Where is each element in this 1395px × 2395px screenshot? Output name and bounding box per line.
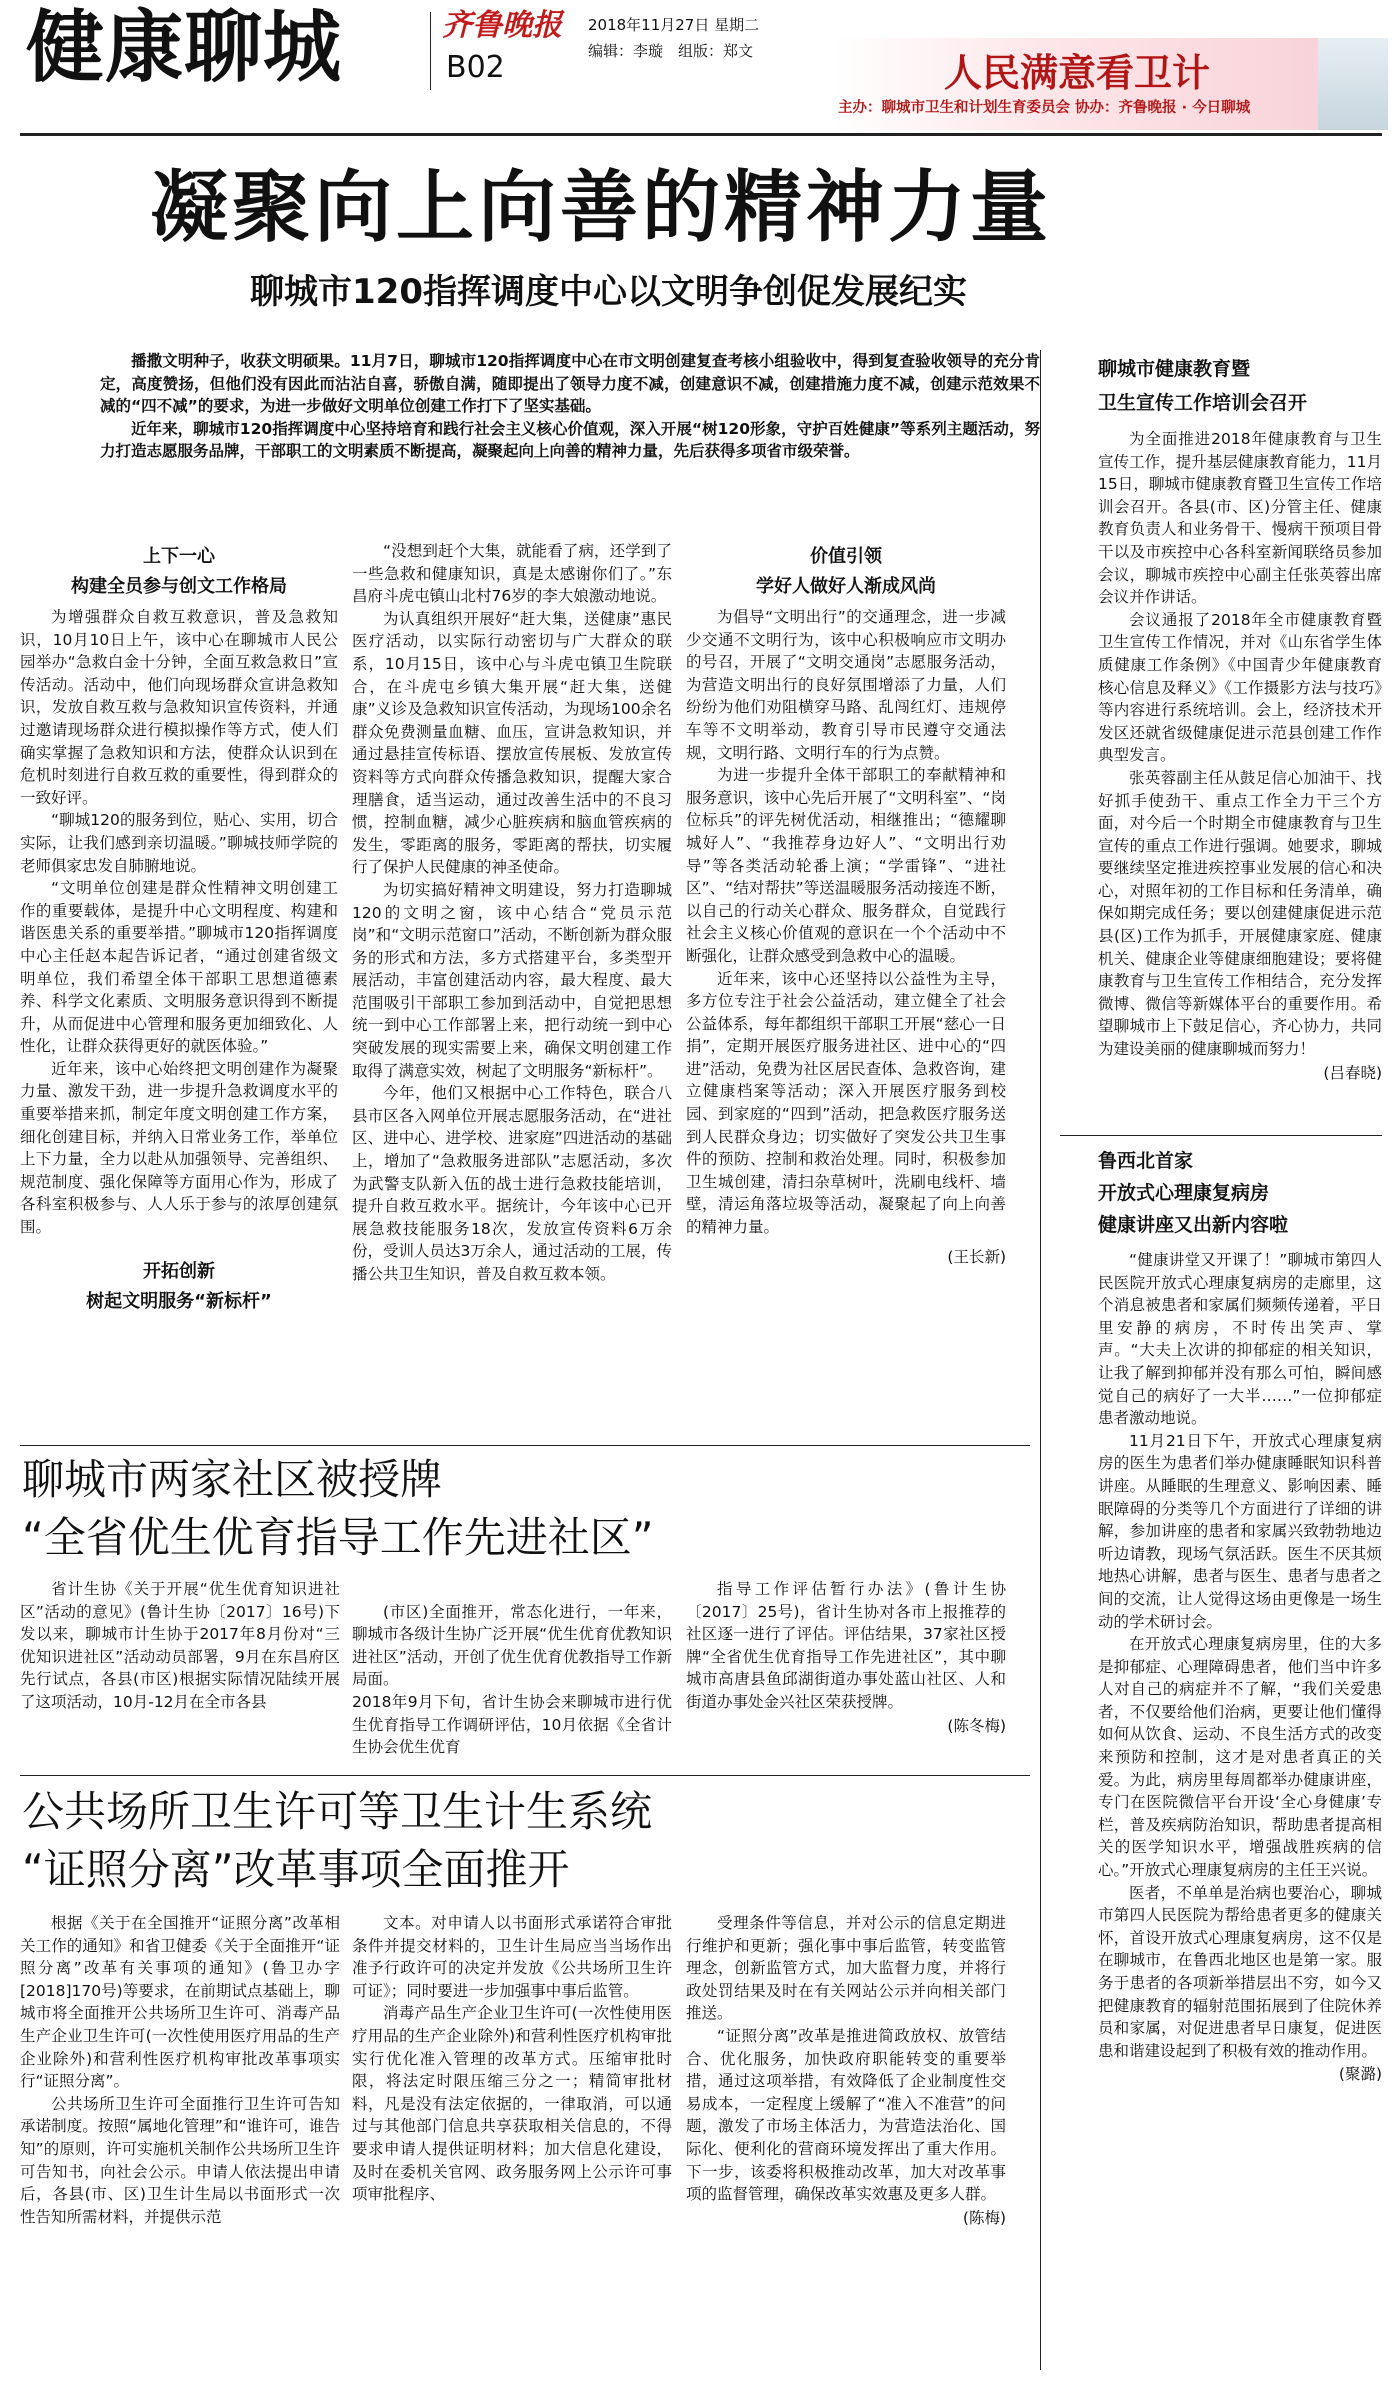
paragraph: 为认真组织开展好“赶大集，送健康”惠民医疗活动，以实际行动密切与广大群众的联系，10月15日，该中心与斗虎屯镇卫生院联合，在斗虎屯乡镇大集开展“赶大集，送健康”义诊及急救知识宣传活动，为现场100余名群众免费测量血糖、血压，宣讲急救知识，并通过悬挂宣传标语、摆放宣传展板、发放宣传资料等方式向群众传播急救知识，提醒大家合理膳食，适当运动，通过改善生活中的不良习惯，控制血糖，减少心脏疾病和脑血管疾病的发生，零距离的服务，零距离的帮扶，切实履行了保护人民健康的神圣使命。 [352, 609, 672, 877]
author-signature: (聚潞) [1338, 2065, 1382, 2084]
paragraph: 消毒产品生产企业卫生许可(一次性使用医疗用品的生产企业除外)和营利性医疗机构审批实行优化准入管理的改革方式。压缩审批时限，将法定时限压缩三分之一；精简审批材料，凡是没有法定依据的，一律取消，可以通过与其他部门信息共享获取相关信息的，不得要求申请人提供证明材料；加大信息化建设，及时在委机关官网、政务服务网上公示许可事项审批程序、 [352, 2004, 672, 2204]
article3-column-3 [686, 1912, 1006, 2382]
article3-headline-1: 公共场所卫生许可等卫生计生系统 [22, 1787, 653, 1836]
article3-column-1 [20, 1912, 340, 2382]
nurse-photo [1318, 38, 1388, 130]
lead-section-1-title-b: 构建全员参与创文工作格局 [71, 576, 287, 597]
page-number: B02 [446, 50, 505, 85]
author-signature: (吕春晓) [1323, 1063, 1382, 1082]
author-signature: (陈梅) [962, 2208, 1006, 2227]
paragraph: “聊城120的服务到位，贴心、实用，切合实际，让我们感到亲切温暖。”聊城技师学院的老师俱家忠发自肺腑地说。 [20, 811, 338, 875]
banner [832, 38, 1388, 130]
article3-headline-2: “证照分离”改革事项全面推开 [22, 1845, 570, 1894]
paragraph: 根据《关于在全国推开“证照分离”改革相关工作的通知》和省卫健委《关于全面推开“证照分离”改革有关事项的通知》(鲁卫办字[2018]170号)等要求，在前期试点基础上，聊城市将全面推开公共场所卫生许可、消毒产品生产企业卫生许可(一次性使用医疗用品的生产企业除外)和营利性医疗机构审批改革事项实行“证照分离”。 [20, 1914, 340, 2091]
article-rule [20, 1775, 1030, 1776]
lead-section-1-title-a: 上下一心 [143, 546, 215, 567]
lead-intro-paragraph: 近年来，聊城市120指挥调度中心坚持培育和践行社会主义核心价值观，深入开展“树120形象，守护百姓健康”等系列主题活动，努力打造志愿服务品牌，干部职工的文明素质不断提高，凝聚起向上向善的精神力量，先后获得多项省市级荣誉。 [100, 419, 1040, 461]
paragraph: 为切实搞好精神文明建设，努力打造聊城120的文明之窗，该中心结合“党员示范岗”和“文明示范窗口”活动，不断创新为群众服务的形式和方法，多方式搭建平台，多类型开展活动，丰富创建活动内容，最大程度、最大范围吸引干部职工参加到活动中，自觉把思想统一到中心工作部署上来，把行动统一到中心突破发展的现实需要上来，确保文明创建工作取得了满意实效，树起了文明服务“新标杆”。 [352, 880, 672, 1080]
paragraph: “健康讲堂又开课了！”聊城市第四人民医院开放式心理康复病房的走廊里，这个消息被患者和家属们频频传递着，平日里安静的病房，不时传出笑声、掌声。“大夫上次讲的抑郁症的相关知识，让我了解到抑郁并没有那么可怕，瞬间感觉自己的病好了一大半……”一位抑郁症患者激动地说。 [1098, 1251, 1382, 1428]
paragraph: 省计生协《关于开展“优生优育知识进社区”活动的意见》(鲁计生协〔2017〕16号)下发以来，聊城市计生协于2017年8月份对“三优知识进社区”活动动员部署，9月在东昌府区先行试点，各县(市区)根据实际情况陆续开展了这项活动，10月-12月在全市各县 [20, 1580, 340, 1711]
paragraph: “证照分离”改革是推进简政放权、放管结合、优化服务，加快政府职能转变的重要举措，通过这项举措，有效降低了企业制度性交易成本，一定程度上缓解了“准入不准营”的问题，激发了市场主体活力，为营造法治化、国际化、便利化的营商环境发挥出了重大作用。下一步，该委将积极推动改革，加大对改革事项的监督管理，确保改革实效惠及更多人群。 [686, 2026, 1006, 2204]
paragraph: 受理条件等信息，并对公示的信息定期进行维护和更新；强化事中事后监管，转变监管理念，创新监管方式，加大监督力度，并将行政处罚结果及时在有关网站公示并向相关部门推送。 [686, 1914, 1006, 2023]
sidebar-2-title-b: 开放式心理康复病房 [1098, 1182, 1270, 1204]
article3-column-2 [352, 1912, 672, 2382]
lead-column-1 [20, 538, 338, 1438]
paragraph: 指导工作评估暂行办法》(鲁计生协〔2017〕25号)，省计生协对各市上报推荐的社区逐一进行了评估。评估结果，37家社区授牌“全省优生优育指导工作先进社区”，其中聊城市高唐县鱼邱湖街道办事处蓝山社区、人和街道办事处金兴社区荣获授牌。 [686, 1580, 1006, 1711]
sidebar-article-2 [1098, 1145, 1382, 2385]
author-signature: (陈冬梅) [947, 1716, 1006, 1735]
lead-column-3 [686, 538, 1006, 1438]
paragraph: “没想到赶个大集，就能看了病，还学到了一些急救和健康知识，真是太感谢你们了。”东昌府斗虎屯镇山北村76岁的李大娘激动地说。 [352, 542, 672, 606]
paragraph: 医者，不单单是治病也要治心，聊城市第四人民医院为帮给患者更多的健康关怀，首设开放式心理康复病房，这不仅是在聊城市，在鲁西北地区也是第一家。服务于患者的各项新举措层出不穷，如今又把健康教育的辐射范围拓展到了住院休养员和家属，对促进患者早日康复，促进医患和谐建设起到了积极有效的推动作用。 [1098, 1883, 1382, 2060]
paragraph: 近年来，该中心还坚持以公益性为主导，多方位专注于社会公益活动，建立健全了社会公益体系，每年都组织干部职工开展“慈心一日捐”，定期开展医疗服务进社区、进中心的“四进”活动，免费为社区居民查体、急救咨询，建立健康档案等活动；深入开展医疗服务到校园、到家庭的“四到”活动，把急救医疗服务送到人民群众身边；切实做好了突发公共卫生事件的预防、控制和救治处理。同时，积极参加卫生城创建，清扫杂草树叶，洗刷电线杆、墙壁，清运角落垃圾等活动，凝聚起了向上向善的精神力量。 [686, 969, 1006, 1237]
sidebar-2-title-a: 鲁西北首家 [1098, 1150, 1194, 1172]
sidebar-2-title-c: 健康讲座又出新内容啦 [1098, 1214, 1289, 1236]
article2-headline-2: “全省优生优育指导工作先进社区” [22, 1513, 654, 1562]
paragraph: 为倡导“文明出行”的交通理念，进一步减少交通不文明行为，该中心积极响应市文明办的号召，开展了“文明交通岗”志愿服务活动，为营造文明出行的良好氛围增添了力量，人们纷纷为他们劝阻横穿马路、乱闯红灯、违规停车等不文明举动，教育引导市民遵守交通法规，文明行路、文明行车的行为点赞。 [686, 608, 1006, 762]
paragraph: 公共场所卫生许可全面推行卫生许可告知承诺制度。按照“属地化管理”和“谁许可，谁告知”的原则，许可实施机关制作公共场所卫生许可告知书，向社会公示。申请人依法提出申请后，各县(市、区)卫生计生局以书面形式一次性告知所需材料，并提供示范 [20, 2094, 340, 2226]
article2-column-2 [352, 1578, 672, 1768]
column-divider [1040, 350, 1041, 2370]
masthead-rule [20, 133, 1382, 136]
paragraph: 近年来，该中心始终把文明创建作为凝聚力量、激发干劲，进一步提升急救调度水平的重要举措来抓，制定年度文明创建工作方案，细化创建目标，并纳入日常业务工作，举单位上下力量，全力以赴从加强领导、完善组织、规范制度、强化保障等方面用心作为，形成了各科室积极参与、人人乐于参与的浓厚创建氛围。 [20, 1059, 338, 1237]
paragraph: (市区)全面推开，常态化进行，一年来，聊城市各级计生协广泛开展“优生优育优教知识进社区”活动，开创了优生优育优教指导工作新局面。 2018年9月下旬，省计生协会来聊城市进行优生优育指导工作调研评估，10月依据《全省计生协会优生优育 [352, 1602, 672, 1757]
lead-column-2 [352, 540, 672, 1440]
paragraph: 11月21日下午，开放式心理康复病房的医生为患者们举办健康睡眠知识科普讲座。从睡眠的生理意义、影响因素、睡眠障碍的分类等几个方面进行了详细的讲解，参加讲座的患者和家属兴致勃勃地边听边请教，现场气氛活跃。医生不厌其烦地热心讲解，患者与医生、患者与患者之间的交流，让人觉得这场由更像是一场生动的学术研讨会。 [1098, 1431, 1382, 1631]
sidebar-1-title-a: 聊城市健康教育暨 [1098, 358, 1251, 380]
editor-credit: 编辑：李璇 组版：郑文 [588, 42, 754, 60]
paragraph: “文明单位创建是群众性精神文明创建工作的重要载体，是提升中心文明程度、构建和谐医患关系的重要举措。”聊城市120指挥调度中心主任赵本起告诉记者，“通过创建省级文明单位，我们希望全体干部职工思想道德素养、科学文化素质、文明服务意识得到不断提升，从而促进中心管理和服务更加细致化、人性化，让群众获得更好的就医体验。” [20, 879, 338, 1056]
masthead-divider [430, 12, 431, 90]
paragraph: 会议通报了2018年全市健康教育暨卫生宣传工作情况，并对《山东省学生体质健康工作条例》《中国青少年健康教育核心信息及释义》《工作摄影方法与技巧》等内容进行系统培训。会上，经济技术开发区还就省级健康促进示范县创建工作作典型发言。 [1098, 610, 1382, 765]
lead-headline: 凝聚向上向善的精神力量 [150, 163, 1053, 253]
issue-date: 2018年11月27日 星期二 [588, 16, 760, 34]
section-title: 健康聊城 [26, 2, 343, 93]
paragraph: 今年，他们又根据中心工作特色，联合八县市区各入网单位开展志愿服务活动，在“进社区、进中心、进学校、进家庭”四进活动的基础上，增加了“急救服务进部队”志愿活动，多次为武警支队新入伍的战士进行急救技能培训，提升自救互救水平。据统计，今年该中心已开展急救技能服务18次，发放宣传资料6万余份，受训人员达3万余人，通过活动的工展，传播公共卫生知识，普及自救互救本领。 [352, 1084, 672, 1283]
sidebar-1-title-b: 卫生宣传工作培训会召开 [1098, 392, 1308, 414]
author-signature: (王长新) [947, 1247, 1006, 1266]
newspaper-logo: 齐鲁晚报 [442, 8, 562, 43]
paragraph: 张英蓉副主任从鼓足信心加油干、找好抓手使劲干、重点工作全力干三个方面，对今后一个时期全市健康教育与卫生宣传的重点工作进行强调。她要求，聊城要继续坚定推进疾控事业发展的信心和决心，对照年初的工作目标和任务清单，确保如期完成任务；要以创建健康促进示范县(区)工作为抓手，开展健康家庭、健康机关、健康企业等健康细胞建设；要将健康教育与卫生宣传工作相结合，充分发挥微博、微信等新媒体平台的重要作用。希望聊城市上下鼓足信心，齐心协力，共同为建设美丽的健康聊城而努力！ [1098, 768, 1382, 1059]
article2-column-1 [20, 1578, 340, 1768]
article2-column-3 [686, 1578, 1006, 1768]
lead-intro [100, 350, 1040, 463]
paragraph: 为进一步提升全体干部职工的奉献精神和服务意识，该中心先后开展了“文明科室”、“岗位标兵”的评先树优活动，相继推出；“德耀聊城好人”、“我推荐身边好人”、“文明出行劝导”等各类活动轮番上演；“学雷锋”、“进社区”、“结对帮扶”等送温暖服务活动接连不断，以自己的行动关心群众、服务群众，自觉践行社会主义核心价值观的意识在一个个活动中不断强化，让群众感受到急救中心的温暖。 [686, 766, 1006, 965]
lead-subheadline: 聊城市120指挥调度中心以文明争创促发展纪实 [250, 272, 967, 312]
paragraph: 在开放式心理康复病房里，住的大多是抑郁症、心理障碍患者，他们当中许多人对自己的病症并不了解，“我们关爱患者，不仅要给他们治病，更要让他们懂得如何从饮食、运动、不良生活方式的改变来预防和控制，这才是对患者真正的关爱。为此，病房里每周都举办健康讲座，专门在医院微信平台开设‘全心身健康’专栏，普及疾病防治知识，帮助患者提高相关的医学知识水平，增强战胜疾病的信心。”开放式心理康复病房的主任王兴说。 [1098, 1635, 1382, 1880]
lead-intro-paragraph: 播撒文明种子，收获文明硕果。11月7日，聊城市120指挥调度中心在市文明创建复查考核小组验收中，得到复查验收领导的充分肯定，高度赞扬，但他们没有因此而沾沾自喜，骄傲自满，随即提出了领导力度不减，创建意识不减，创建措施力度不减，创建示范效果不减的“四不减”的要求，为进一步做好文明单位创建工作打下了坚实基础。 [100, 352, 1040, 416]
paragraph: 文本。对申请人以书面形式承诺符合审批条件并提交材料的，卫生计生局应当当场作出准予行政许可的决定并发放《公共场所卫生许可证》；同时要进一步加强事中事后监管。 [352, 1914, 672, 2000]
lead-section-3-title-a: 价值引领 [810, 546, 882, 567]
sidebar-article-1 [1098, 352, 1382, 1127]
sidebar-rule [1060, 1135, 1382, 1136]
lead-section-2-title-a: 开拓创新 [143, 1260, 215, 1282]
paragraph: 为全面推进2018年健康教育与卫生宣传工作，提升基层健康教育能力，11月15日，聊城市健康教育暨卫生宣传工作培训会召开。各县(市、区)分管主任、健康教育负责人和业务骨干、慢病干预项目骨干以及市疾控中心各科室新闻联络员参加会议，聊城市疾控中心副主任张英蓉出席会议并作讲话。 [1098, 430, 1382, 607]
banner-title: 人民满意看卫计 [944, 51, 1211, 95]
article-rule [20, 1445, 1030, 1446]
lead-section-3-title-b: 学好人做好人渐成风尚 [756, 576, 936, 597]
lead-section-2-title-b: 树起文明服务“新标杆” [86, 1290, 272, 1312]
article2-headline-1: 聊城市两家社区被授牌 [22, 1455, 443, 1504]
banner-subtitle: 主办：聊城市卫生和计划生育委员会 协办：齐鲁晚报 · 今日聊城 [838, 100, 1251, 116]
paragraph: 为增强群众自救互救意识，普及急救知识，10月10日上午，该中心在聊城市人民公园举办“急救白金十分钟，全面互救急救日”宣传活动。活动中，他们向现场群众宣讲急救知识，发放自救互救与急救知识宣传资料，并通过邀请现场群众进行模拟操作等方式，使人们确实掌握了急救知识和方法，使群众认识到在危机时刻进行自救互救的重要性，得到群众的一致好评。 [20, 608, 338, 807]
